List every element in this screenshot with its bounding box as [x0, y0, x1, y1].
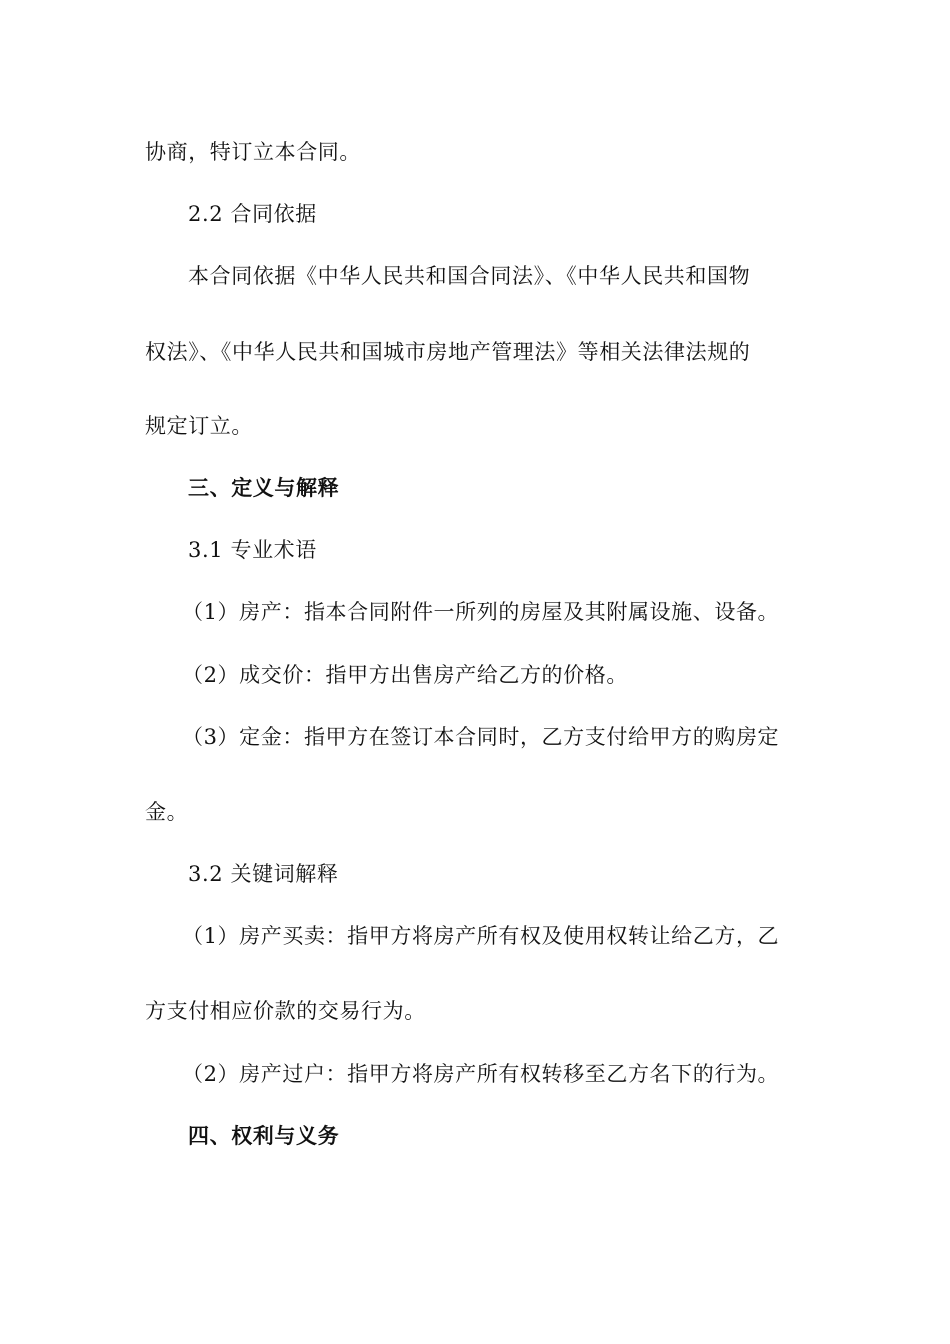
list-item: （2）房产过户：指甲方将房产所有权转移至乙方名下的行为。 [182, 1062, 780, 1086]
paragraph-line: 权法》、《中华人民共和国城市房地产管理法》等相关法律法规的 [145, 340, 751, 364]
section-heading-3-1: 3.1 专业术语 [188, 538, 317, 562]
paragraph-line: 协商，特订立本合同。 [145, 140, 361, 164]
list-item: （2）成交价：指甲方出售房产给乙方的价格。 [182, 663, 628, 687]
paragraph-line: 本合同依据《中华人民共和国合同法》、《中华人民共和国物 [188, 264, 751, 288]
paragraph-line: 方支付相应价款的交易行为。 [145, 999, 426, 1023]
list-item: （3）定金：指甲方在签订本合同时，乙方支付给甲方的购房定 [182, 725, 780, 749]
chapter-heading-3: 三、定义与解释 [188, 476, 340, 500]
list-item: （1）房产买卖：指甲方将房产所有权及使用权转让给乙方，乙 [182, 924, 780, 948]
list-item: （1）房产：指本合同附件一所列的房屋及其附属设施、设备。 [182, 600, 780, 624]
paragraph-line: 金。 [145, 800, 189, 824]
chapter-heading-4: 四、权利与义务 [188, 1124, 340, 1148]
section-heading-3-2: 3.2 关键词解释 [188, 862, 339, 886]
section-heading-2-2: 2.2 合同依据 [188, 202, 317, 226]
paragraph-line: 规定订立。 [145, 414, 253, 438]
